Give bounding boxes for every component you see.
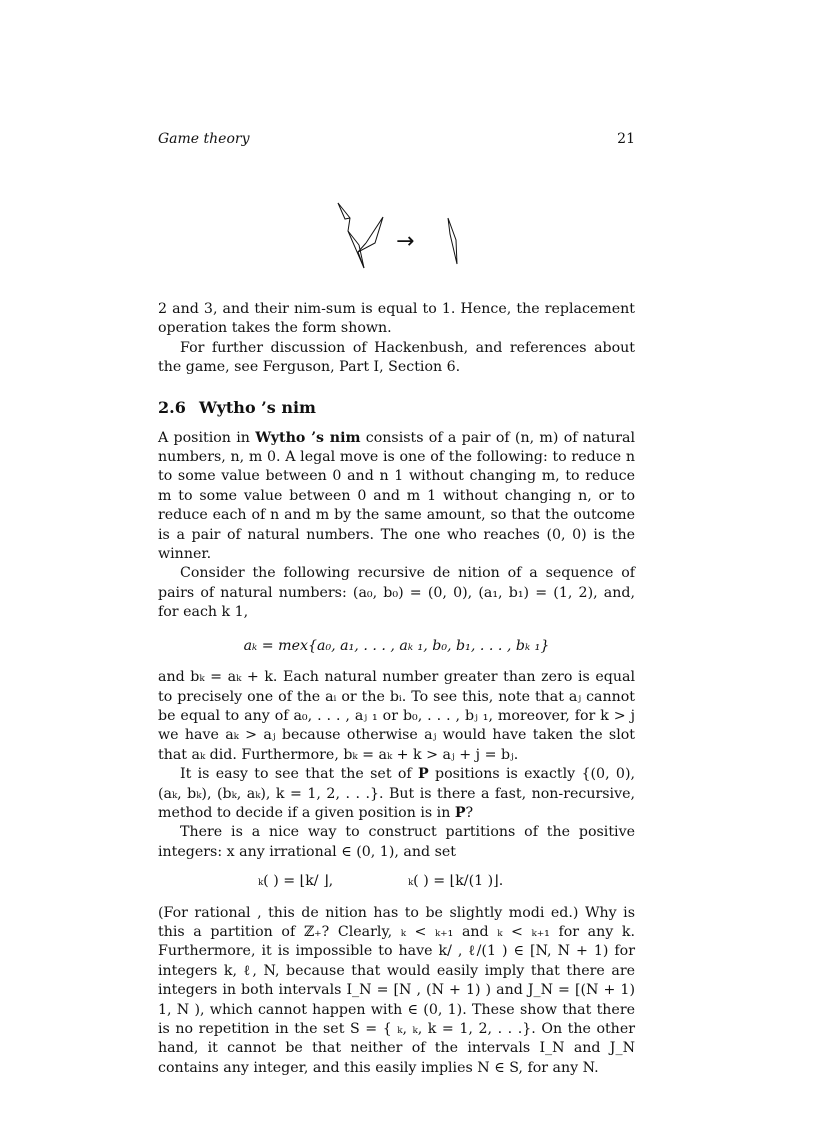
p6-bold-p: P — [417, 766, 429, 783]
p6-text-c: ? — [465, 804, 474, 821]
equation-right: ₖ( ) = ⌊k/(1 )⌋. — [408, 873, 504, 890]
paragraph-5: and bₖ = aₖ + k. Each natural number greater than zero is equal to precisely one of the aᵢ or the bᵢ. To see this, note that aⱼ cannot be equal to any of a₀, . . . , aⱼ ₁ or b₀, . . . , bⱼ ₁, moreover, for k > j we have aₖ > aⱼ because otherwise aⱼ would have taken the slot that aₖ did. Furthermore, bₖ = aₖ + k > aⱼ + j = bⱼ. — [158, 669, 635, 763]
paragraph-1: 2 and 3, and their nim-sum is equal to 1. Hence, the replacement operation takes the form shown. — [158, 301, 635, 337]
equation-floor — [158, 872, 635, 891]
hackenbush-figure — [158, 150, 635, 300]
p6-text-a: It is easy to see that the set of — [180, 766, 418, 783]
p6-bold-p2: P — [454, 804, 466, 821]
section-heading — [158, 398, 635, 417]
equation-left: ₖ( ) = ⌊k/ ⌋, — [258, 873, 334, 890]
paragraph-3 — [158, 429, 635, 565]
running-title: Game theory — [158, 131, 250, 147]
paragraph-2: For further discussion of Hackenbush, and references about the game, see Ferguson, Part I, Section 6. — [158, 339, 635, 376]
section-number: 2.6 — [158, 397, 186, 417]
section-title: Wytho ’s nim — [199, 397, 316, 417]
arrow-symbol: → — [396, 229, 415, 254]
page-content — [158, 128, 635, 1078]
p3-text-b: consists of a pair of (n, m) of natural numbers, n, m 0. A legal move is one of the following: to reduce n to some value between 0 and n 1 without changing m, to reduce m to some value between 0 and m 1 without changing n, or to reduce each of n and m by the same amount, so that the outcome is a pair of natural numbers. The one who reaches (0, 0) is the winner. — [158, 429, 636, 563]
p3-text-a: A position in — [158, 429, 256, 446]
hackenbush-diagram — [328, 190, 488, 280]
paragraph-7: There is a nice way to construct partitions of the positive integers: x any irrational ∈ (0, 1), and set — [158, 824, 635, 860]
page-number: 21 — [617, 131, 635, 147]
p6-text-b: positions is exactly {(0, 0), (aₖ, bₖ), (bₖ, aₖ), k = 1, 2, . . .}. But is there a fast, non-recursive, method to decide if a given position is in — [158, 766, 635, 821]
equation-mex: aₖ = mex{a₀, a₁, . . . , aₖ ₁, b₀, b₁, . . . , bₖ ₁} — [243, 637, 550, 654]
p3-term: Wytho ’s nim — [255, 429, 361, 446]
paragraph-6 — [158, 765, 635, 823]
paragraph-8: (For rational , this de nition has to be slightly modi ed.) Why is this a partition of ℤ₊? Clearly, ₖ < ₖ₊₁ and ₖ < ₖ₊₁ for any k. Furthermore, it is impossible to have k/ , ℓ/(1 ) ∈ [N, N + 1) for integers k, ℓ, N, because that would easily imply that there are integers in both intervals I_N = [N , (N + 1) ) and J_N = [(N + 1) 1, N ), which cannot happen with ∈ (0, 1). These show that there is no repetition in the set S = { ₖ, ₖ, k = 1, 2, . . .}. On the other hand, it cannot be that neither of the intervals I_N and J_N contains any integer, and this easily implies N ∈ S, for any N. — [158, 904, 635, 1076]
paragraph-4: Consider the following recursive de nition of a sequence of pairs of natural numbers: (a₀, b₀) = (0, 0), (a₁, b₁) = (1, 2), and, for each k 1, — [158, 565, 635, 621]
running-header — [158, 128, 635, 150]
